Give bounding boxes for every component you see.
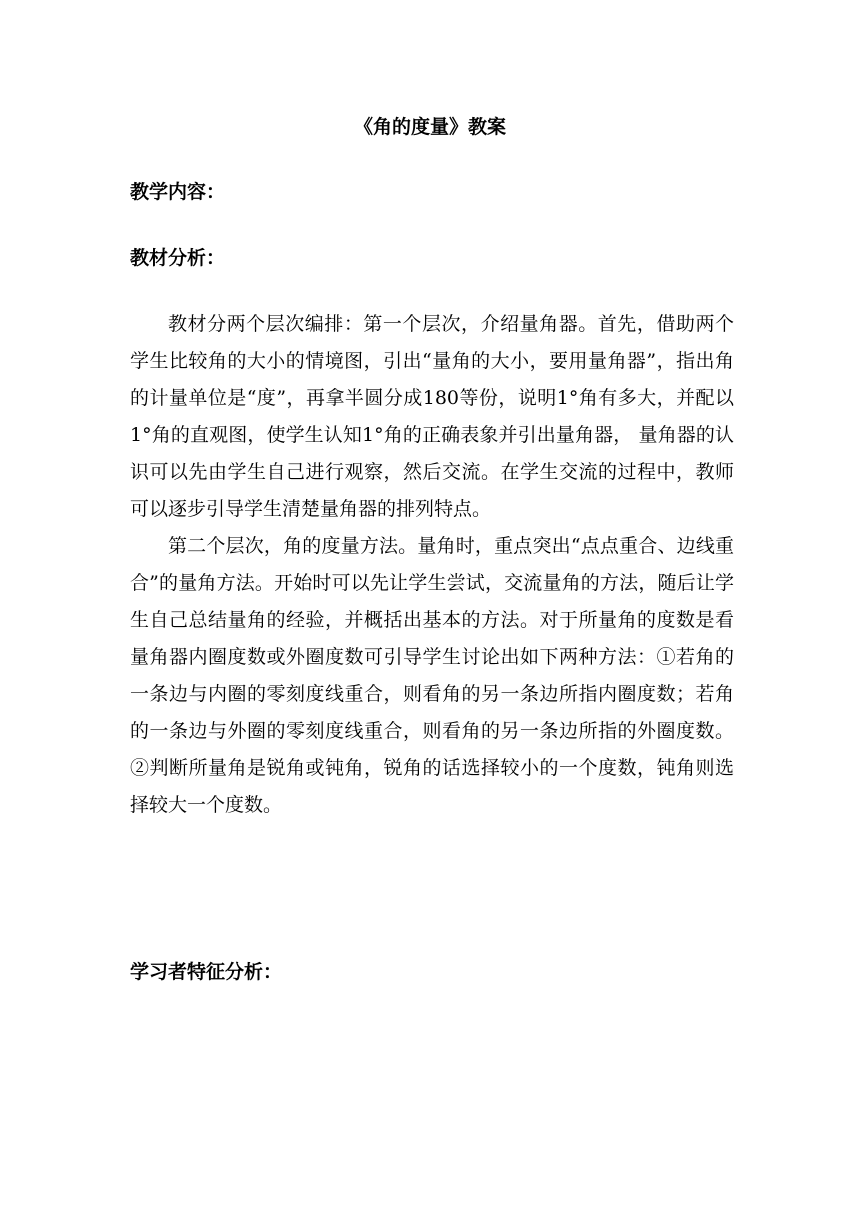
material-analysis-body (130, 306, 734, 824)
section-heading-material-analysis: 教材分析： (130, 247, 226, 269)
section-heading-teaching-content: 教学内容： (130, 181, 226, 203)
document-title: 《角的度量》教案 (353, 116, 506, 138)
paragraph-level-one: 教材分两个层次编排：第一个层次，介绍量角器。首先，借助两个学生比较角的大小的情境图，引出“量角的大小，要用量角器”，指出角的计量单位是“度”，再拿半圆分成180等份，说明1°角有多大，并配以1°角的直观图，使学生认知1°角的正确表象并引出量角器， 量角器的认识可以先由学生自己进行观察，然后交流。在学生交流的过程中，教师可以逐步引导学生清楚量角器的排列特点。 (130, 313, 734, 520)
section-heading-learner-analysis: 学习者特征分析： (130, 961, 283, 983)
paragraph-level-two: 第二个层次，角的度量方法。量角时，重点突出“点点重合、边线重合”的量角方法。开始时可以先让学生尝试，交流量角的方法，随后让学生自己总结量角的经验，并概括出基本的方法。对于所量角的度数是看量角器内圈度数或外圈度数可引导学生讨论出如下两种方法：①若角的一条边与内圈的零刻度线重合，则看角的另一条边所指内圈度数；若角的一条边与外圈的零刻度线重合，则看角的另一条边所指的外圈度数。②判断所量角是锐角或钝角，锐角的话选择较小的一个度数，钝角则选择较大一个度数。 (130, 535, 734, 816)
